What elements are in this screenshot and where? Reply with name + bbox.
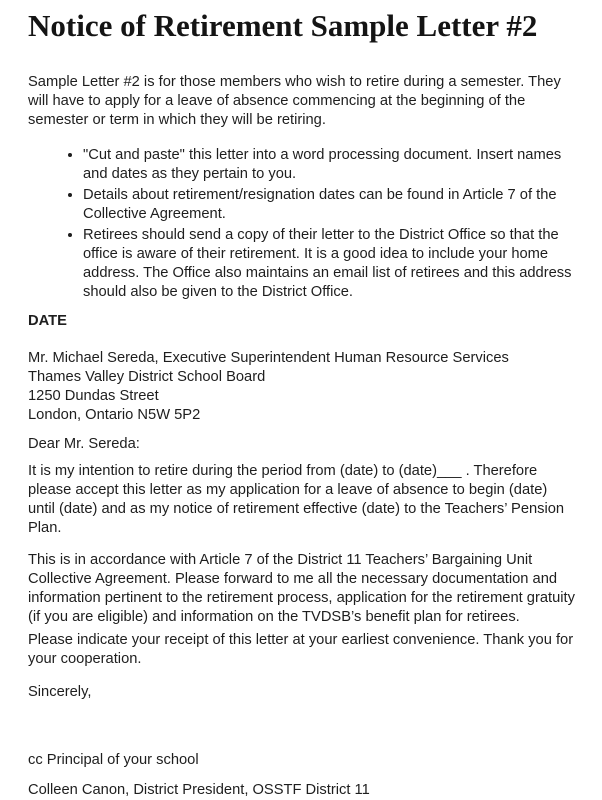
recipient-city-line: London, Ontario N5W 5P2	[28, 407, 201, 423]
recipient-street-line: 1250 Dundas Street	[28, 388, 159, 404]
body-paragraph-intention: It is my intention to retire during the period from (date) to (date)___ . Therefore please accept this letter as my application for a leave of absence to begin (date) until (date) and as my notice of retirement effective (date) to the Teachers’ Pension Plan.	[28, 463, 565, 536]
closing-line: Sincerely,	[28, 684, 92, 700]
recipient-address-block	[28, 349, 575, 425]
body-paragraph-receipt: Please indicate your receipt of this letter at your earliest convenience. Thank you for your cooperation.	[28, 632, 574, 667]
page-title: Notice of Retirement Sample Letter #2	[28, 8, 538, 43]
instruction-bullet-list	[28, 146, 575, 302]
recipient-organization-line: Thames Valley District School Board	[28, 369, 266, 385]
bullet-item-cut-and-paste: • "Cut and paste" this letter into a word processing document. Insert names and dates as they pertain to you.	[83, 146, 575, 184]
intro-paragraph: Sample Letter #2 is for those members who wish to retire during a semester. They will have to apply for a leave of absence commencing at the beginning of the semester or term in which they will be retiring.	[28, 74, 561, 128]
bullet-item-article-7-details: • Details about retirement/resignation dates can be found in Article 7 of the Collective Agreement.	[83, 186, 575, 224]
body-paragraph-accordance: This is in accordance with Article 7 of the District 11 Teachers’ Bargaining Unit Collective Agreement. Please forward to me all the necessary documentation and information pertinent to the retirement process, application for the retirement gratuity (if you are eligible) and information on the TVDSB’s benefit plan for retirees.	[28, 552, 575, 625]
salutation: Dear Mr. Sereda:	[28, 436, 140, 452]
recipient-name-line: Mr. Michael Sereda, Executive Superintendent Human Resource Services	[28, 350, 509, 366]
bullet-item-district-office-copy: • Retirees should send a copy of their letter to the District Office so that the office is aware of their retirement. It is a good idea to include your home address. The Office also maintains an email list of retirees and this address should also be given to the District Office.	[83, 226, 575, 302]
date-placeholder-label: DATE	[28, 313, 67, 329]
signature-line: Colleen Canon, District President, OSSTF District 11	[28, 782, 370, 798]
cc-line: cc Principal of your school	[28, 752, 199, 768]
